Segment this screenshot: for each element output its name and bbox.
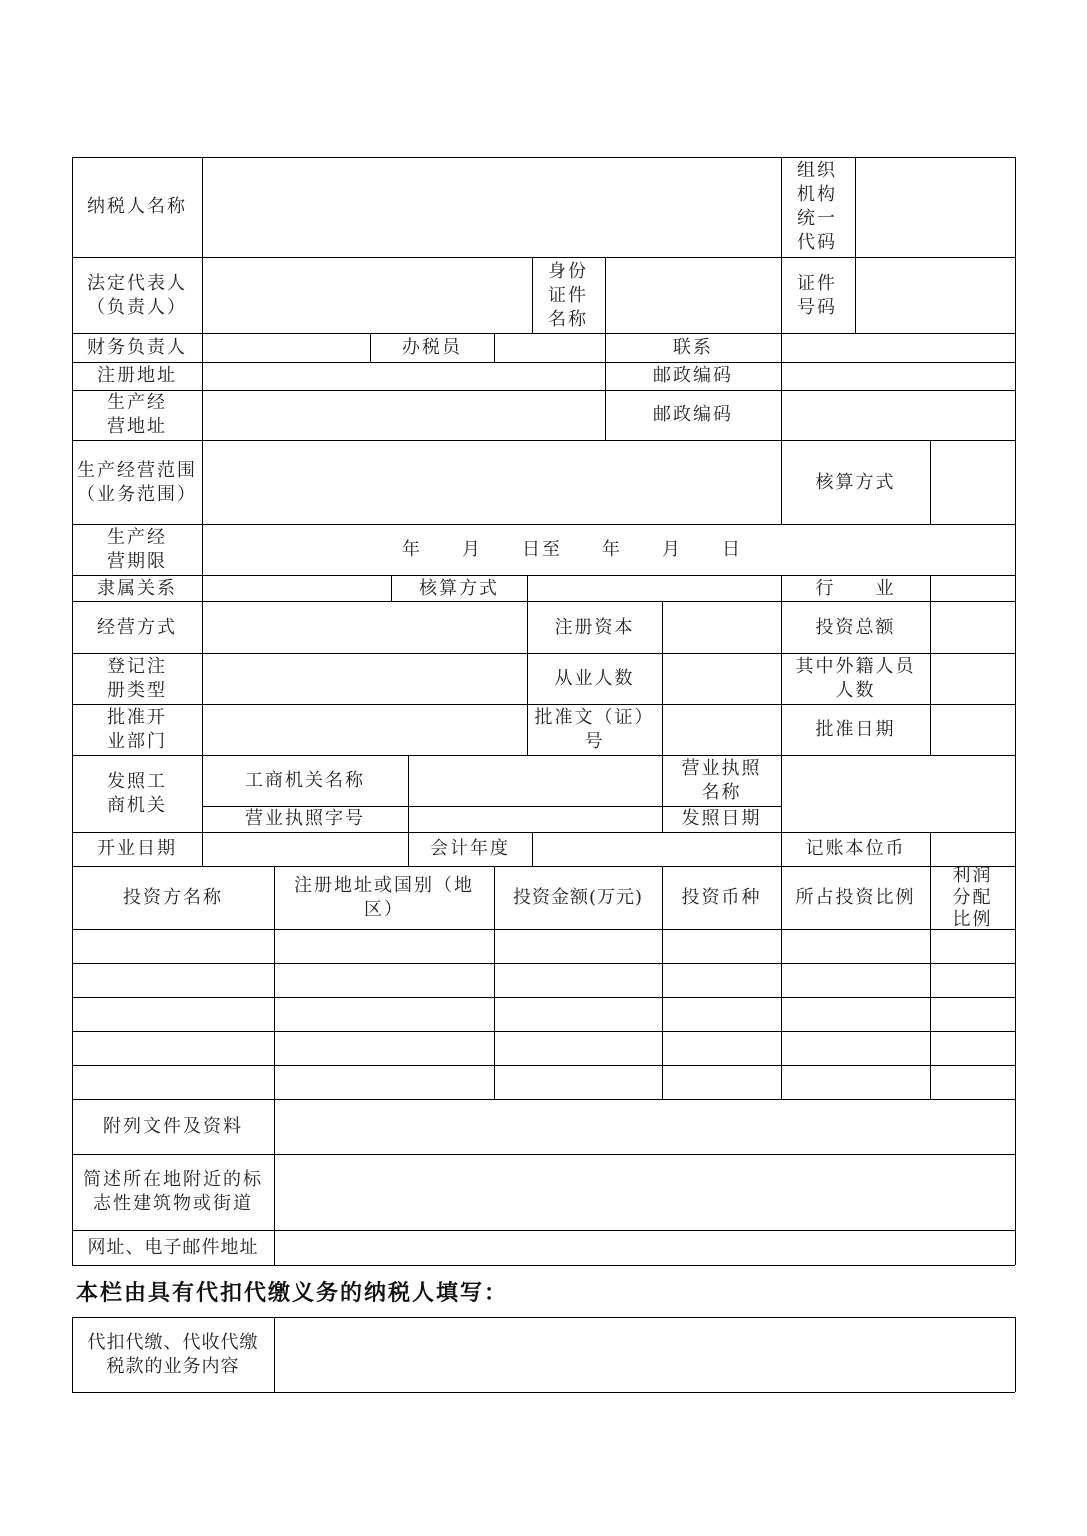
- grid-line-h: [72, 362, 1015, 363]
- col-investment-ratio: 所占投资比例: [795, 886, 916, 908]
- col-investor-name: 投资方名称: [123, 886, 223, 908]
- grid-line-v: [494, 333, 495, 362]
- grid-line-h: [72, 963, 1015, 964]
- label-landmarks: 简述所在地附近的标志性建筑物或街道: [83, 1169, 263, 1214]
- label-biz-address: 生产经营地址: [107, 392, 167, 437]
- grid-line-h: [72, 333, 1015, 334]
- label-employees: 从业人数: [554, 667, 635, 689]
- grid-line-h: [72, 1265, 1015, 1266]
- grid-line-v: [605, 257, 606, 333]
- label-biz-period: 生产经营期限: [107, 527, 167, 572]
- label-accounting-method: 核算方式: [815, 471, 896, 493]
- grid-line-v: [1015, 1317, 1016, 1392]
- col-investment-amount: 投资金额(万元): [512, 886, 644, 908]
- grid-line-h: [72, 390, 1015, 391]
- col-investment-currency: 投资币种: [681, 886, 762, 908]
- label-license-name: 营业执照名称: [681, 758, 762, 803]
- grid-line-v: [930, 575, 931, 755]
- label-base-currency: 记账本位币: [805, 838, 906, 859]
- label-license-number: 营业执照字号: [245, 808, 365, 829]
- grid-line-h: [72, 929, 1015, 930]
- grid-line-v: [274, 1317, 275, 1392]
- label-approval-dept: 批准开业部门: [107, 706, 167, 752]
- grid-line-v: [274, 1099, 275, 1265]
- label-biz-scope: 生产经营范围（业务范围）: [77, 459, 197, 505]
- grid-line-h: [72, 1065, 1015, 1066]
- label-postal-code: 邮政编码: [653, 365, 733, 386]
- grid-line-h: [72, 1031, 1015, 1032]
- label-id-number: 证件号码: [797, 272, 837, 318]
- label-finance-head: 财务负责人: [87, 337, 187, 358]
- label-postal-code-2: 邮政编码: [653, 404, 733, 425]
- grid-line-v: [662, 601, 663, 755]
- label-total-investment: 投资总额: [815, 616, 896, 638]
- grid-line-v: [930, 832, 931, 866]
- grid-line-v: [930, 440, 931, 524]
- label-withholding-content: 代扣代缴、代收代缴税款的业务内容: [87, 1331, 259, 1377]
- grid-line-v: [532, 832, 533, 866]
- label-authority-name: 工商机关名称: [245, 770, 365, 791]
- label-tax-clerk: 办税员: [402, 337, 462, 358]
- grid-line-h: [72, 997, 1015, 998]
- grid-line-h: [72, 1392, 1015, 1393]
- withholding-note: 本栏由具有代扣代缴义务的纳税人填写：: [76, 1281, 509, 1306]
- label-foreign-staff: 其中外籍人员人数: [795, 655, 916, 701]
- label-accounting-method-2: 核算方式: [419, 578, 499, 599]
- label-fiscal-year: 会计年度: [430, 838, 510, 859]
- label-approval-date: 批准日期: [815, 718, 896, 740]
- label-id-type: 身份证件名称: [548, 260, 588, 330]
- label-org-code: 组织机构统一代码: [797, 160, 837, 253]
- col-profit-ratio: 利润分配比例: [952, 864, 993, 930]
- label-reg-type: 登记注册类型: [107, 655, 167, 701]
- label-opening-date: 开业日期: [97, 838, 177, 859]
- grid-line-v: [1015, 157, 1016, 1265]
- label-industry: 行 业: [815, 578, 896, 599]
- label-web-email: 网址、电子邮件地址: [87, 1236, 259, 1258]
- label-issuing-authority: 发照工商机关: [107, 771, 167, 816]
- label-approval-doc: 批准文（证）号: [534, 706, 655, 752]
- label-reg-address: 注册地址: [97, 365, 177, 386]
- label-affiliation: 隶属关系: [97, 578, 177, 599]
- grid-line-v: [855, 157, 856, 333]
- label-contact: 联系: [673, 337, 713, 358]
- biz-period-dates: 年 月 日至 年 月 日: [402, 539, 742, 560]
- label-issue-date: 发照日期: [681, 808, 762, 829]
- label-legal-rep: 法定代表人（负责人）: [87, 272, 187, 318]
- col-investor-address: 注册地址或国别（地区）: [294, 874, 474, 920]
- label-taxpayer-name: 纳税人名称: [87, 196, 187, 217]
- label-reg-capital: 注册资本: [554, 616, 635, 638]
- label-biz-mode: 经营方式: [97, 616, 177, 638]
- grid-line-h: [72, 157, 1015, 158]
- label-attachments: 附列文件及资料: [103, 1115, 243, 1137]
